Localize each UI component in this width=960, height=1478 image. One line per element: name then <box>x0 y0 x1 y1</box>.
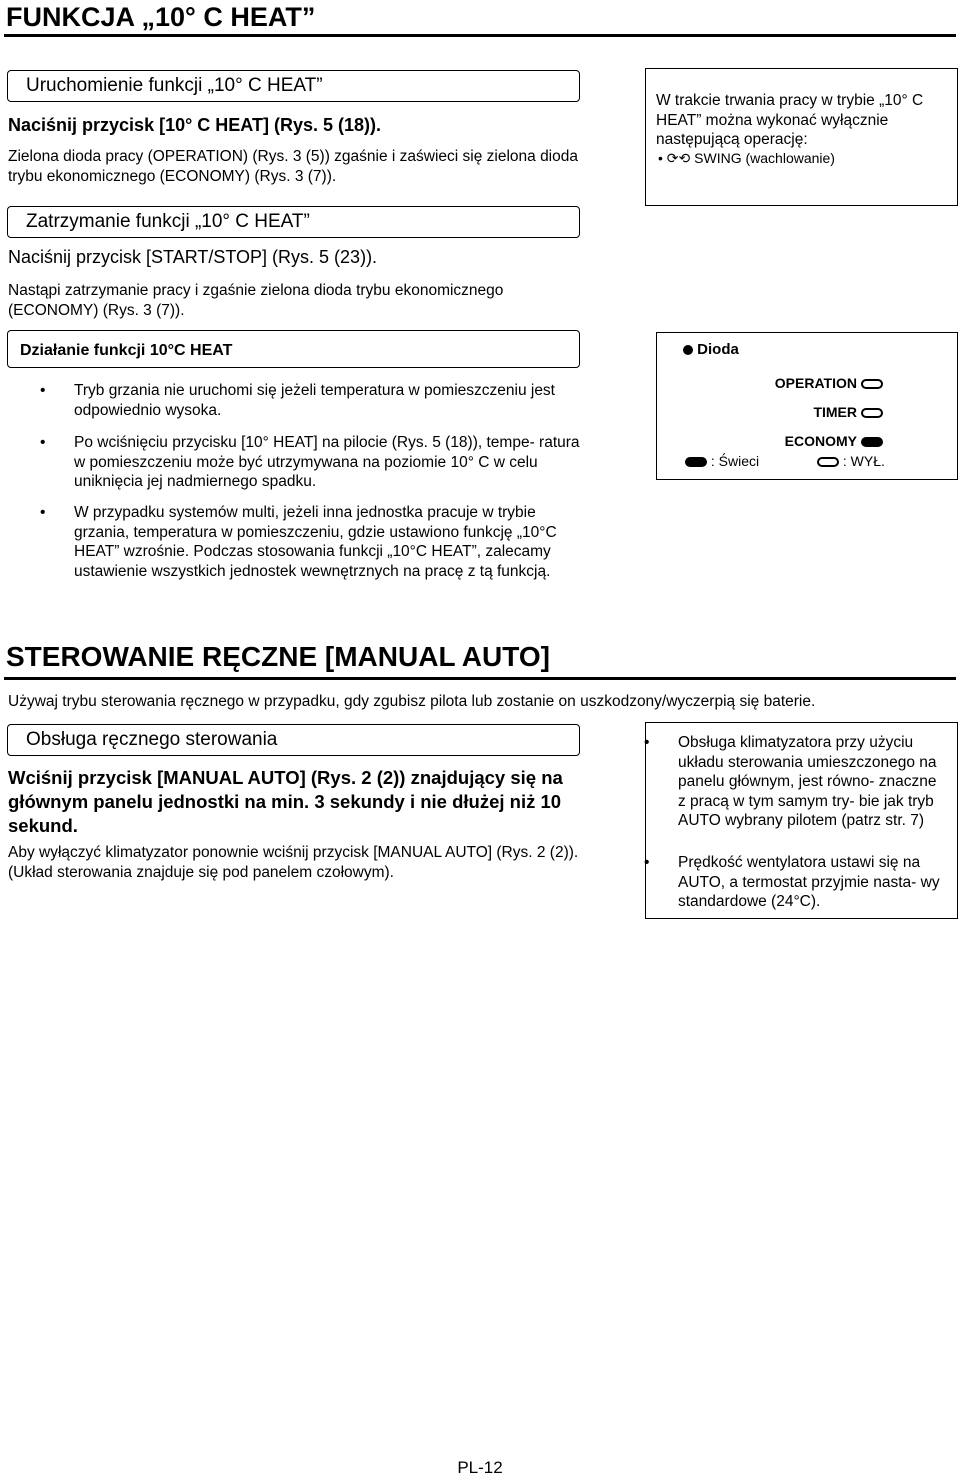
list-item: • W przypadku systemów multi, jeżeli inna jednostka pracuje w trybie grzania, temperatura w pomieszczeniu, gdzie ustawiono funkcję „10°C HEAT” wzrośnie. Podczas stosowania funkcji „10°C HEAT”, zalecamy ustawienie wszystkich jednostek wewnętrznych na pracę z tą funkcją. <box>74 503 584 581</box>
title-rule <box>4 34 956 37</box>
led-labels <box>657 369 857 456</box>
list-item: • Prędkość wentylatora ustawi się na AUTO, a termostat przyjmie nasta- wy standardowe (24°C). <box>678 853 946 912</box>
led-legend <box>685 453 885 469</box>
manual-intro: Używaj trybu sterowania ręcznego w przypadku, gdy zgubisz pilota lub zostanie on uszkodzony/wyczerpią się baterie. <box>8 693 816 710</box>
led-on-icon <box>685 457 707 467</box>
manual-notes-box <box>645 722 958 919</box>
note-item <box>658 149 835 167</box>
start-instruction: Naciśnij przycisk [10° C HEAT] (Rys. 5 (18)). <box>8 115 381 135</box>
note-text: W trakcie trwania pracy w trybie „10° C HEAT” można wykonać wyłącznie następującą operację: <box>656 92 924 148</box>
led-indicator-panel <box>656 332 958 480</box>
list-item: • Po wciśnięciu przycisku [10° HEAT] na pilocie (Rys. 5 (18)), tempe- ratura w pomieszczeniu może być utrzymywana na poziomie 10° C w celu uniknięcia jej nadmiernego spadku. <box>74 433 584 492</box>
bullet-icon: • <box>658 150 663 166</box>
stop-description: Nastąpi zatrzymanie pracy i zgaśnie zielona dioda trybu ekonomicznego (ECONOMY) (Rys. 3 (7)). <box>8 282 504 319</box>
led-label-economy: ECONOMY <box>784 433 857 449</box>
operation-heading: Działanie funkcji 10°C HEAT <box>7 330 580 368</box>
start-function-heading: Uruchomienie funkcji „10° C HEAT” <box>7 70 580 102</box>
list-item: • Tryb grzania nie uruchomi się jeżeli temperatura w pomieszczeniu jest odpowiednio wysoka. <box>74 381 584 420</box>
note-item-label: SWING (wachlowanie) <box>694 150 835 166</box>
legend-off: : WYŁ. <box>842 453 885 469</box>
swing-icon: ⟳⟲ <box>666 150 691 166</box>
manual-instruction: Wciśnij przycisk [MANUAL AUTO] (Rys. 2 (2)) znajdujący się na głównym panelu jednostki na min. 3 sekundy i nie dłużej niż 10 sekund. <box>8 767 563 836</box>
led-on-icon <box>861 437 883 447</box>
manual-description: Aby wyłączyć klimatyzator ponownie wciśnij przycisk [MANUAL AUTO] (Rys. 2 (2)). (Układ sterowania znajduje się pod panelem czołowym). <box>8 844 579 881</box>
led-panel-header <box>683 341 739 358</box>
led-off-icon <box>861 379 883 389</box>
led-indicators <box>861 369 883 456</box>
stop-instruction: Naciśnij przycisk [START/STOP] (Rys. 5 (23)). <box>8 247 378 267</box>
start-description: Zielona dioda pracy (OPERATION) (Rys. 3 (5)) zgaśnie i zaświeci się zielona dioda trybu ekonomicznego (ECONOMY) (Rys. 3 (7)). <box>8 148 578 185</box>
section-title-manual-auto: STEROWANIE RĘCZNE [MANUAL AUTO] <box>6 641 550 672</box>
led-off-icon <box>817 457 839 467</box>
legend-on: : Świeci <box>710 453 760 469</box>
led-off-icon <box>861 408 883 418</box>
list-item: • Obsługa klimatyzatora przy użyciu układu sterowania umieszczonego na panelu głównym, jest równo- znaczne z pracą w tym samym try- bie jak tryb AUTO wybrany pilotem (patrz str. 7) <box>678 733 946 831</box>
page-number: PL-12 <box>457 1458 503 1477</box>
section-title-10c-heat: FUNKCJA „10° C HEAT” <box>6 2 316 32</box>
led-dot-icon <box>683 345 693 355</box>
title-rule <box>4 677 956 680</box>
led-panel-title: Dioda <box>697 341 739 358</box>
stop-function-heading: Zatrzymanie funkcji „10° C HEAT” <box>7 206 580 238</box>
manual-heading: Obsługa ręcznego sterowania <box>7 724 580 756</box>
note-box <box>645 68 958 206</box>
led-label-operation: OPERATION <box>774 375 857 391</box>
led-label-timer: TIMER <box>813 404 857 420</box>
